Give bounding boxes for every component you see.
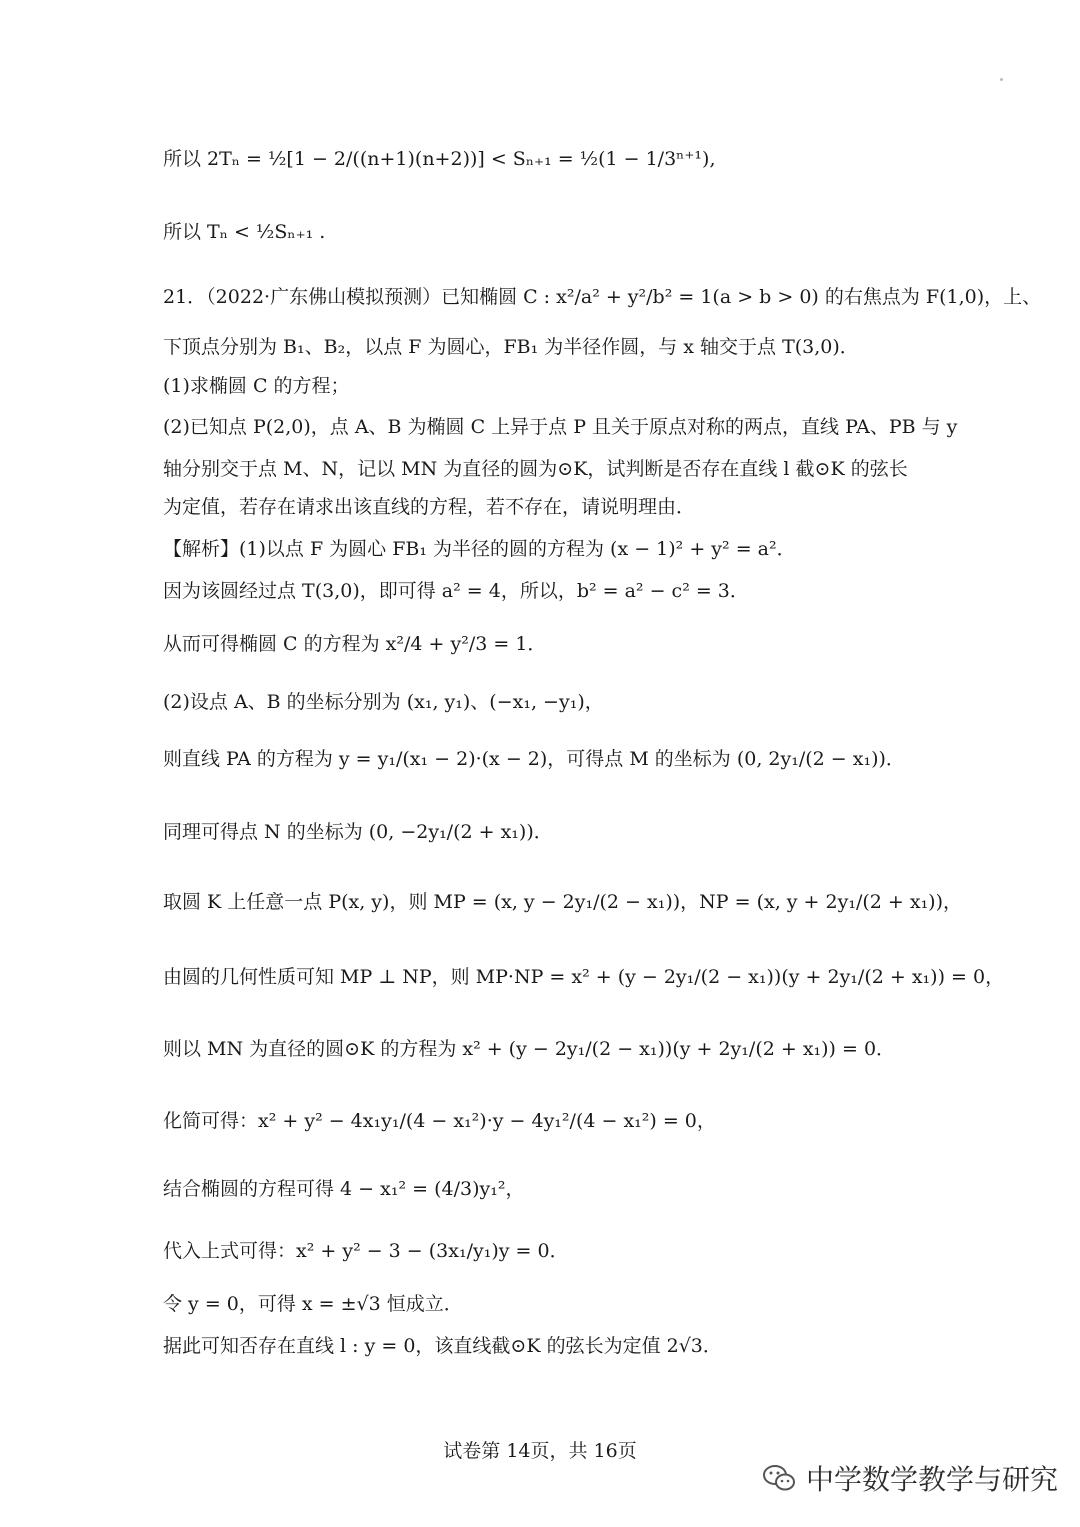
- text-line: 所以 2Tₙ = ½[1 − 2/((n+1)(n+2))] < Sₙ₊₁ = ½(1 − 1/3ⁿ⁺¹),: [163, 148, 716, 170]
- watermark: [762, 1458, 1058, 1498]
- text-line: 所以 Tₙ < ½Sₙ₊₁ .: [163, 221, 326, 243]
- text-line: 21．（2022·广东佛山模拟预测）已知椭圆 C : x²/a² + y²/b² = 1(a > b > 0) 的右焦点为 F(1,0)，上、: [163, 286, 1042, 308]
- text-line: 据此可知否存在直线 l : y = 0，该直线截⊙K 的弦长为定值 2√3．: [163, 1335, 722, 1357]
- text-line: 化简可得：x² + y² − 4x₁y₁/(4 − x₁²)·y − 4y₁²/(4 − x₁²) = 0，: [163, 1110, 716, 1132]
- text-line: 下顶点分别为 B₁、B₂，以点 F 为圆心，FB₁ 为半径作圆，与 x 轴交于点 T(3,0)．: [163, 336, 859, 358]
- text-line: 因为该圆经过点 T(3,0)，即可得 a² = 4，所以，b² = a² − c² = 3．: [163, 580, 749, 602]
- text-line: 取圆 K 上任意一点 P(x, y)，则 MP = (x, y − 2y₁/(2 − x₁))，NP = (x, y + 2y₁/(2 + x₁))，: [163, 891, 963, 913]
- text-line: 则直线 PA 的方程为 y = y₁/(x₁ − 2)·(x − 2)，可得点 M 的坐标为 (0, 2y₁/(2 − x₁))．: [163, 748, 905, 770]
- text-line: 轴分别交于点 M、N，记以 MN 为直径的圆为⊙K，试判断是否存在直线 l 截⊙K 的弦长: [163, 458, 908, 480]
- text-line: 则以 MN 为直径的圆⊙K 的方程为 x² + (y − 2y₁/(2 − x₁))(y + 2y₁/(2 + x₁)) = 0．: [163, 1038, 896, 1060]
- text-line: 【解析】(1)以点 F 为圆心 FB₁ 为半径的圆的方程为 (x − 1)² + y² = a²．: [163, 538, 796, 560]
- text-line: 为定值，若存在请求出该直线的方程，若不存在，请说明理由．: [163, 496, 696, 518]
- watermark-text: 中学数学教学与研究: [806, 1463, 1059, 1496]
- wechat-icon: [762, 1463, 796, 1493]
- text-line: 代入上式可得：x² + y² − 3 − (3x₁/y₁)y = 0．: [163, 1240, 569, 1262]
- text-line: 结合椭圆的方程可得 4 − x₁² = (4/3)y₁²，: [163, 1178, 525, 1200]
- text-line: 由圆的几何性质可知 MP ⊥ NP，则 MP·NP = x² + (y − 2y₁/(2 − x₁))(y + 2y₁/(2 + x₁)) = 0，: [163, 966, 1005, 988]
- text-line: 从而可得椭圆 C 的方程为 x²/4 + y²/3 = 1．: [163, 633, 547, 655]
- scan-speck: [1000, 78, 1003, 81]
- text-line: 令 y = 0，可得 x = ±√3 恒成立．: [163, 1293, 463, 1315]
- page-footer: 试卷第 14页，共 16页: [443, 1440, 637, 1462]
- text-line: (1)求椭圆 C 的方程；: [163, 375, 350, 397]
- text-line: (2)设点 A、B 的坐标分别为 (x₁, y₁)、(−x₁, −y₁)，: [163, 691, 604, 713]
- text-line: (2)已知点 P(2,0)，点 A、B 为椭圆 C 上异于点 P 且关于原点对称的两点，直线 PA、PB 与 y: [163, 416, 958, 438]
- text-line: 同理可得点 N 的坐标为 (0, −2y₁/(2 + x₁))．: [163, 821, 553, 843]
